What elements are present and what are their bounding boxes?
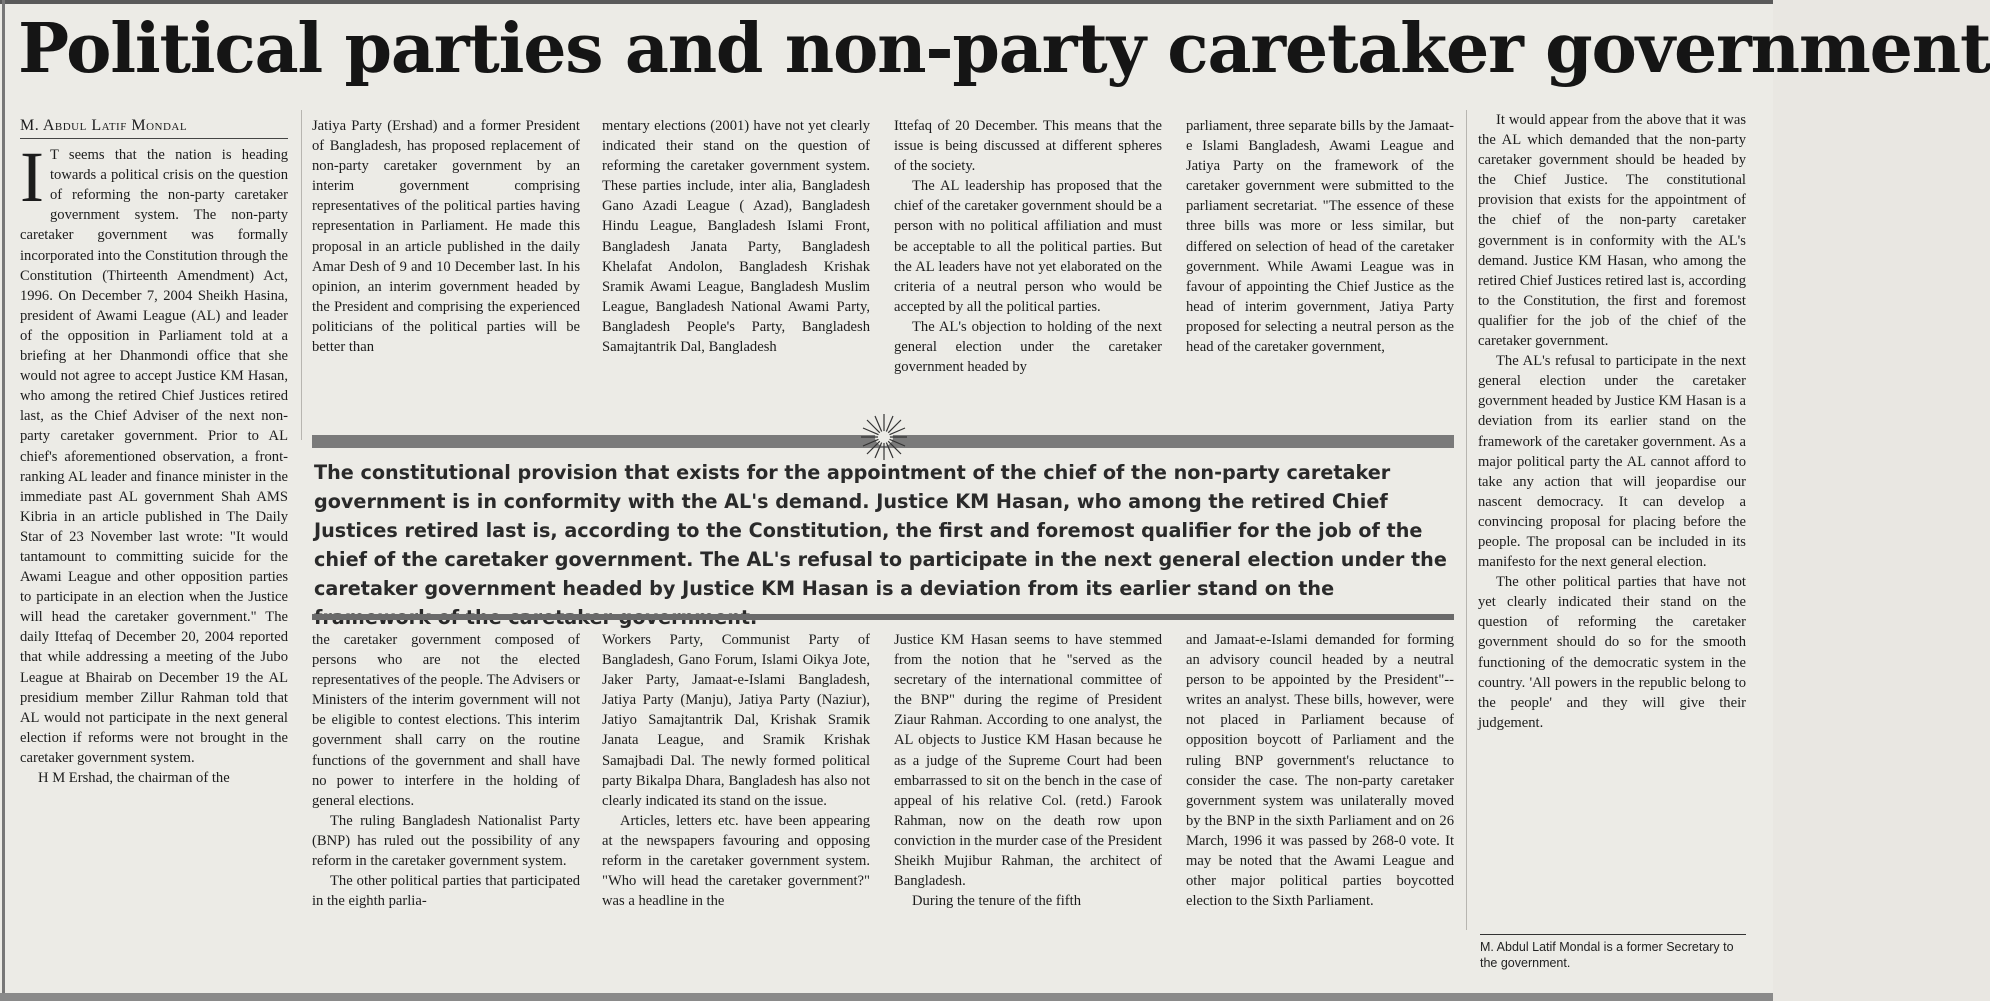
column-3-bottom-paragraph-1: Workers Party, Communist Party of Bangladesh, Gano Forum, Islami Oikya Jote, Jaker Party, Jamaat-e-Islami Bangladesh, Jatiya Party (Manju), Jatiya Party (Naziur), Jatiyo Samajtantrik Dal, Krishak Sramik Janata League, and Sramik Krishak Samajbadi Dal. The newly formed political party Bikalpa Dhara, Bangladesh has also not clearly indicated its stand on the issue. [602,632,870,809]
starburst-icon [857,410,911,464]
column-4-bottom-paragraph-1: Justice KM Hasan seems to have stemmed from the notion that he "served as the secretary of the international committee of the BNP" during the regime of President Ziaur Rahman. According to one analyst, the AL objects to Justice KM Hasan because he as a judge of the Supreme Court had been embarrassed to sit on the bench in the case of appeal of his relative Col. (retd.) Farook Rahman, now on the death row upon conviction in the murder case of the President Sheikh Mujibur Rahman, the architect of Bangladesh. [894,632,1162,890]
column-3-top [602,116,870,430]
column-5-top-text: parliament, three separate bills by the Jamaat-e Islami Bangladesh, Awami League and Jatiya Party on the framework of the caretaker government were submitted to the parliament secretariat. "The essence of these three bills was more or less similar, but differed on selection of head of the caretaker government. While Awami League was in favour of appointing the Chief Justice as the head of interim government, Jatiya Party proposed for selecting a neutral person as the head of the caretaker government, [1186,118,1454,356]
column-divider [1466,110,1467,930]
column-1-paragraph-2: H M Ershad, the chairman of the [38,770,230,786]
column-4-top-paragraph-2: The AL leadership has proposed that the chief of the caretaker government should be a person with no political affiliation and must be acceptable to all the political parties. But the AL leaders have not yet elaborated on the criteria of a neutral person who would be accepted by all the political parties. [894,178,1162,315]
column-2-bottom-paragraph-1: the caretaker government composed of persons who are not the elected representatives of the people. The Advisers or Ministers of the interim government will not be eligible to contest elections. This interim government shall carry on the routine functions of the government and shall have no power to interfere in the holding of general elections. [312,632,580,809]
column-2-bottom-paragraph-3: The other political parties that participated in the eighth parlia- [312,873,580,910]
column-5-bottom [1186,630,1454,975]
headline: Political parties and non-party caretaker government [18,9,1990,89]
column-6-paragraph-2: The AL's refusal to participate in the next general election under the caretaker government headed by Justice KM Hasan is a deviation from its earlier stand on the framework of the caretaker government. As a major political party the AL cannot afford to take any action that will jeopardise our nascent democracy. It can develop a convincing proposal for placing before the people. The proposal can be included in its manifesto for the next general election. [1478,353,1746,571]
author-footnote: M. Abdul Latif Mondal is a former Secretary to the government. [1480,934,1746,971]
bottom-rule [0,993,1773,1001]
column-5-bottom-text: and Jamaat-e-Islami demanded for forming an advisory council headed by a neutral person to be appointed by the President"-- writes an analyst. These bills, however, were not placed in Parliament because of opposition boycott of Parliament and the ruling BNP government's reluctance to consider the case. The non-party caretaker government system was unilaterally moved by the BNP in the sixth Parliament and on 26 March, 1996 it was passed by 268-0 vote. It may be noted that the Awami League and other major political parties boycotted election to the Sixth Parliament. [1186,632,1454,910]
left-rule [2,0,5,1001]
column-1-paragraph-1 [20,137,288,768]
column-5-top [1186,116,1454,430]
column-6-paragraph-1: It would appear from the above that it was the AL which demanded that the non-party caretaker government should be headed by the Chief Justice. The constitutional provision that exists for the appointment of the chief of the non-party caretaker government is in conformity with the AL's demand. Justice KM Hasan, who among the retired Chief Justices retired last is, according to the Constitution, the first and foremost qualifier for the job of the chief of the caretaker government. [1478,112,1746,350]
column-4-top-paragraph-3: The AL's objection to holding of the next general election under the caretaker government headed by [894,318,1162,376]
drop-cap: I [20,137,44,218]
pullquote: The constitutional provision that exists for the appointment of the chief of the non-party caretaker government is in conformity with the AL's demand. Justice KM Hasan, who among the retired Chief Justices retired last is, according to the Constitution, the first and foremost qualifier for the job of the chief of the caretaker government. The AL's refusal to participate in the next general election under the caretaker government headed by Justice KM Hasan is a deviation from its earlier stand on the [314,461,1447,600]
column-4-bottom [894,630,1162,975]
column-2-top [312,116,580,430]
column-2-bottom-paragraph-2: The ruling Bangladesh Nationalist Party (BNP) has ruled out the possibility of any reform in the caretaker government system. [312,812,580,870]
column-1 [20,116,288,986]
column-2-bottom [312,630,580,975]
column-6 [1478,110,1746,930]
column-2-top-text: Jatiya Party (Ershad) and a former President of Bangladesh, has proposed replacement of non-party caretaker government by an interim government comprising representatives of the political parties having representation in Parliament. He made this proposal in an article published in the daily Amar Desh of 9 and 10 December last. In his opinion, an interim government headed by the President and comprising the experienced politicians of the political parties will be better than [312,118,580,356]
column-3-top-text: mentary elections (2001) have not yet clearly indicated their stand on the question of reforming the caretaker government system. These parties include, inter alia, Bangladesh Gano Azadi League ( Azad), Bangladesh Hindu League, Bangladesh Islami Front, Bangladesh Janata Party, Bangladesh Khelafat Andolon, Bangladesh Krishak Sramik Awami League, Bangladesh Muslim League, Bangladesh National Awami Party, Bangladesh People's Party, Bangladesh Samajtantrik Dal, Bangladesh [602,118,870,356]
column-4-top [894,116,1162,430]
column-3-bottom [602,630,870,975]
column-3-bottom-paragraph-2: Articles, letters etc. have been appearing at the newspapers favouring and opposing reform in the caretaker government system. "Who will head the caretaker government?" was a headline in the [602,812,870,910]
column-4-bottom-paragraph-2: During the tenure of the fifth [912,893,1081,910]
column-4-top-paragraph-1: Ittefaq of 20 December. This means that the issue is being discussed at different spheres of the society. [894,118,1162,175]
column-6-paragraph-3: The other political parties that have not yet clearly indicated their stand on the question of reforming the caretaker government should do so for the smooth functioning of the democratic system in the country. 'All powers in the republic belong to the people' and they will give their judgement. [1478,574,1746,731]
column-1-text: T seems that the nation is heading towards a political crisis on the question of reforming the non-party caretaker government system. The non-party caretaker government was formally incorporated into the Constitution through the Constitution (Thirteenth Amendment) Act, 1996. On December 7, 2004 Sheikh Hasina, president of Awami League (AL) and leader of the opposition in Parliament told at a briefing at her Dhanmondi office that she would not agree to accept Justice KM Hasan, who among the retired Chief Justices retired last, as the Chief Adviser of the next non-party caretaker government. Prior to AL chief's aforementioned observation, a front-ranking AL leader and finance minister in the immediate past AL government Shah AMS Kibria in an article published in The Daily Star of 23 November last wrote: "It would tantamount to committing suicide for the Awami League and other opposition parties to participate in an election when the Justice will head the caretaker government." The daily Ittefaq of December 20, 2004 reported that while addressing a meeting of the Jubo League at Bhairab on December 19 the AL presidium member Zillur Rahman told that AL would not participate in the next general election if reforms were not brought in the caretaker government system. [20,147,288,766]
column-divider [301,110,302,440]
byline: M. Abdul Latif Mondal [20,116,288,139]
pullquote-bottom-bar [312,614,1454,620]
